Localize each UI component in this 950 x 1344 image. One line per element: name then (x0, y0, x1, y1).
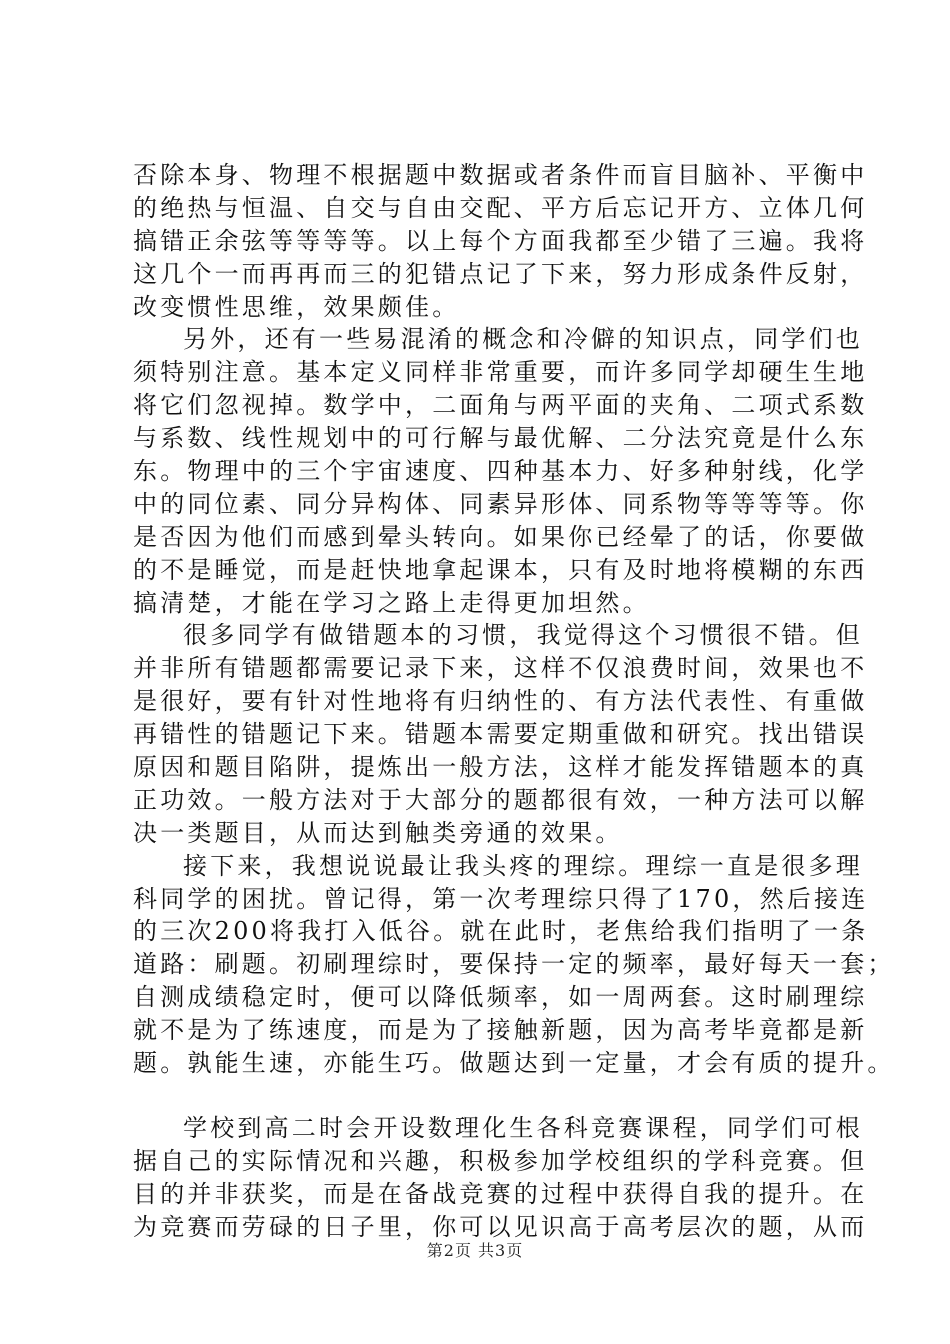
text-line: 决一类题目，从而达到触类旁通的效果。 (133, 818, 623, 847)
text-line: 题。孰能生速，亦能生巧。做题达到一定量，才会有质的提升。 (133, 1049, 895, 1078)
text-line: 的不是睡觉，而是赶快地拿起课本，只有及时地将模糊的东西 (133, 555, 868, 584)
text-line: 与系数、线性规划中的可行解与最优解、二分法究竟是什么东 (133, 424, 868, 453)
text-line: 再错性的错题记下来。错题本需要定期重做和研究。找出错误 (133, 720, 868, 749)
text-line: 很多同学有做错题本的习惯，我觉得这个习惯很不错。但 (183, 621, 863, 650)
paragraph (133, 159, 868, 323)
text-line: 是很好，要有针对性地将有归纳性的、有方法代表性、有重做 (133, 687, 868, 716)
paragraph (133, 850, 895, 1080)
text-line: 搞清楚，才能在学习之路上走得更加坦然。 (133, 588, 650, 617)
page-number: 第2页 共3页 (426, 1241, 524, 1260)
paragraph-gap (133, 1080, 838, 1112)
text-line: 为竞赛而劳碌的日子里，你可以见识高于高考层次的题，从而 (133, 1212, 868, 1241)
paragraph (133, 619, 868, 849)
text-line: 并非所有错题都需要记录下来，这样不仅浪费时间，效果也不 (133, 654, 868, 683)
document-body (133, 159, 895, 1244)
text-line: 的绝热与恒温、自交与自由交配、平方后忘记开方、立体几何 (133, 193, 868, 222)
text-line: 将它们忽视掉。数学中，二面角与两平面的夹角、二项式系数 (133, 391, 868, 420)
text-line: 东。物理中的三个宇宙速度、四种基本力、好多种射线，化学 (133, 457, 868, 486)
text-line: 改变惯性思维，效果颇佳。 (133, 292, 460, 321)
text-line: 原因和题目陷阱，提炼出一般方法，这样才能发挥错题本的真 (133, 753, 868, 782)
text-line: 道路：刷题。初刷理综时，要保持一定的频率，最好每天一套； (133, 950, 895, 979)
text-line: 科同学的困扰。曾记得，第一次考理综只得了170，然后接连 (133, 884, 869, 913)
text-line: 搞错正余弦等等等等。以上每个方面我都至少错了三遍。我将 (133, 226, 868, 255)
text-line: 自测成绩稳定时，便可以降低频率，如一周两套。这时刷理综 (133, 983, 868, 1012)
text-line: 这几个一而再再而三的犯错点记了下来，努力形成条件反射， (133, 259, 868, 288)
paragraph (133, 1112, 868, 1244)
text-line: 的三次200将我打入低谷。就在此时，老焦给我们指明了一条 (133, 917, 869, 946)
text-line: 否除本身、物理不根据题中数据或者条件而盲目脑补、平衡中 (133, 161, 868, 189)
text-line: 另外，还有一些易混淆的概念和冷僻的知识点，同学们也 (183, 325, 863, 354)
text-line: 是否因为他们而感到晕头转向。如果你已经晕了的话，你要做 (133, 522, 868, 551)
page-footer (0, 1238, 950, 1261)
text-line: 学校到高二时会开设数理化生各科竞赛课程，同学们可根 (183, 1113, 863, 1142)
text-line: 就不是为了练速度，而是为了接触新题，因为高考毕竟都是新 (133, 1016, 868, 1045)
text-line: 中的同位素、同分异构体、同素异形体、同系物等等等等。你 (133, 489, 868, 518)
text-line: 接下来，我想说说最让我头疼的理综。理综一直是很多理 (183, 851, 863, 880)
text-line: 须特别注意。基本定义同样非常重要，而许多同学却硬生生地 (133, 358, 868, 387)
text-line: 目的并非获奖，而是在备战竞赛的过程中获得自我的提升。在 (133, 1179, 868, 1208)
paragraph (133, 323, 868, 619)
text-line: 正功效。一般方法对于大部分的题都很有效，一种方法可以解 (133, 785, 868, 814)
text-line: 据自己的实际情况和兴趣，积极参加学校组织的学科竞赛。但 (133, 1146, 868, 1175)
